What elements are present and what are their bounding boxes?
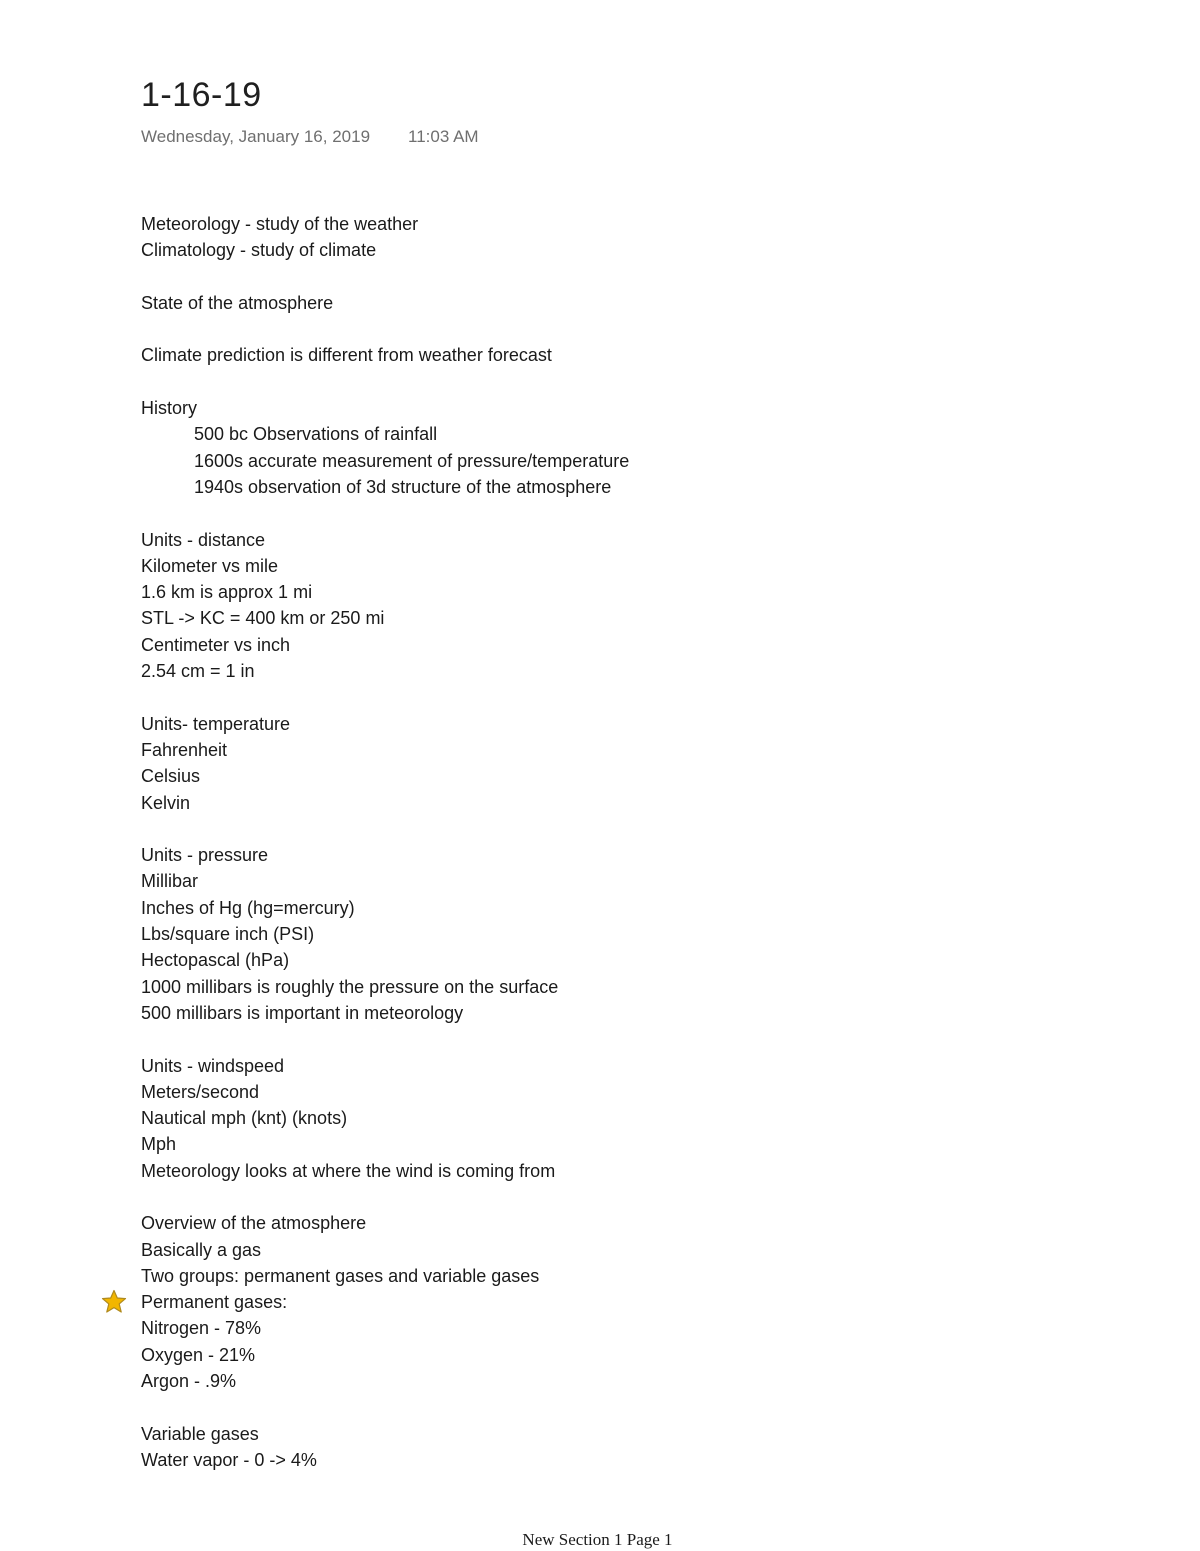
page-time: 11:03 AM <box>408 127 479 146</box>
note-line: Nitrogen - 78% <box>141 1318 262 1339</box>
note-line: Oxygen - 21% <box>141 1344 256 1365</box>
page-footer <box>0 1529 1200 1551</box>
star-icon-graphic <box>101 1289 127 1315</box>
note-line: Meteorology looks at where the wind is coming from <box>141 1160 556 1181</box>
note-line: Water vapor - 0 -> 4% <box>141 1449 317 1470</box>
note-line: Fahrenheit <box>141 739 228 760</box>
note-line: 1000 millibars is roughly the pressure on the surface <box>141 976 559 997</box>
history-heading: History <box>141 398 198 419</box>
variable-gases-heading: Variable gases <box>141 1423 259 1444</box>
note-line: STL -> KC = 400 km or 250 mi <box>141 608 385 629</box>
page-date: Wednesday, January 16, 2019 <box>141 127 371 146</box>
note-line: Meteorology - study of the weather <box>141 214 419 234</box>
history-item: 1600s accurate measurement of pressure/temperature <box>194 450 630 471</box>
note-line: Argon - .9% <box>141 1371 237 1392</box>
note-line: Climate prediction is different from weather forecast <box>141 345 552 366</box>
note-line: Mph <box>141 1134 177 1155</box>
page-title[interactable]: 1-16-19 <box>141 76 262 114</box>
note-line: Centimeter vs inch <box>141 634 291 655</box>
note-line-tagged: Permanent gases: <box>141 1292 288 1313</box>
units-distance-heading: Units - distance <box>141 529 266 550</box>
note-line: 1.6 km is approx 1 mi <box>141 582 313 603</box>
note-line: Hectopascal (hPa) <box>141 950 290 971</box>
note-line: Nautical mph (knt) (knots) <box>141 1108 348 1129</box>
note-line: Two groups: permanent gases and variable gases <box>141 1265 540 1286</box>
units-pressure-heading: Units - pressure <box>141 845 269 866</box>
note-body[interactable] <box>141 211 1101 1473</box>
note-line: Inches of Hg (hg=mercury) <box>141 897 355 918</box>
units-temperature-heading: Units- temperature <box>141 713 291 734</box>
units-windspeed-heading: Units - windspeed <box>141 1055 285 1076</box>
history-item: 500 bc Observations of rainfall <box>194 424 438 445</box>
note-line: 2.54 cm = 1 in <box>141 661 255 682</box>
note-line: Millibar <box>141 871 199 892</box>
note-line: State of the atmosphere <box>141 292 334 313</box>
note-line: Kilometer vs mile <box>141 555 279 576</box>
note-line: Celsius <box>141 766 201 787</box>
page-meta <box>141 126 479 148</box>
note-line: Lbs/square inch (PSI) <box>141 924 315 945</box>
note-line: Meters/second <box>141 1081 260 1102</box>
star-icon[interactable] <box>101 1289 127 1315</box>
note-line: Kelvin <box>141 792 191 813</box>
note-line: Climatology - study of climate <box>141 240 377 261</box>
history-item: 1940s observation of 3d structure of the atmosphere <box>194 476 612 497</box>
overview-heading: Overview of the atmosphere <box>141 1213 367 1234</box>
note-line: 500 millibars is important in meteorology <box>141 1002 464 1023</box>
footer-label: New Section 1 Page 1 <box>522 1530 673 1549</box>
note-line: Basically a gas <box>141 1239 262 1260</box>
